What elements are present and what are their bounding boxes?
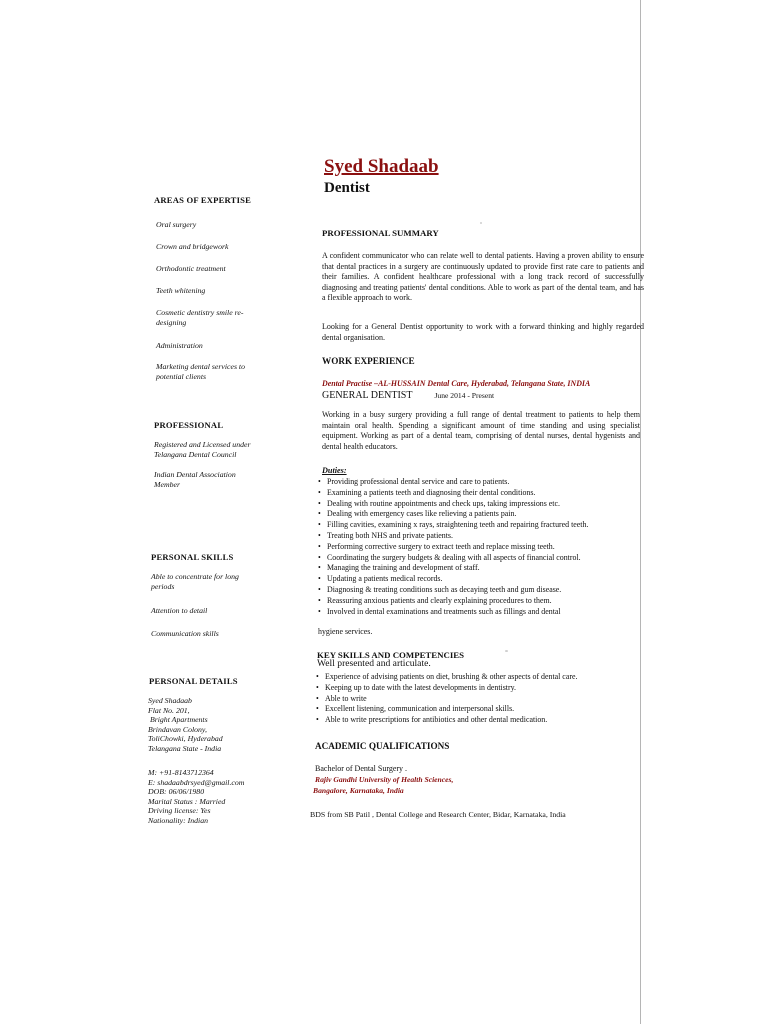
summary-text: A confident communicator who can relate well to dental patients. Having a proven ability to ensure that dental practices in a surgery are continuously updated to provide first rate care to patients and their families. A confident healthcare professional with a long track record of successfully diagnosing and treating patients' dental conditions. Able to work as part of the dental team, and has a flexible approach to work. [322,251,644,303]
expertise-item: Oral surgery [156,220,197,229]
driving-license: Driving license: Yes [148,806,211,816]
expertise-item: Teeth whitening [156,286,206,295]
address-line: Bright Apartments [148,715,208,725]
personal-skill-item: Able to concentrate for long periods [151,572,239,591]
address-line: Brindavan Colony, [148,724,207,734]
email: E: shadaabdrsyed@gmail.com [148,777,245,787]
scan-speck [505,650,508,652]
expertise-item: Cosmetic dentistry smile re-designing [156,308,244,327]
address-line: Telangana State - India [148,743,222,753]
duty-item: • Treating both NHS and private patients. [318,531,648,542]
job-title: Dentist [324,180,370,196]
role-description: Working in a busy surgery providing a full range of dental treatment to patients to help them maintain oral health. Spending a significant amount of time standing and using specialist equipment. Working as part of a dental team, comprising of dental nurses, dental hygenists and dental health educators. [322,410,640,451]
dob: DOB: 06/06/1980 [148,787,205,797]
expertise-item: Administration [156,341,203,350]
summary-heading: PROFESSIONAL SUMMARY [322,228,439,238]
expertise-heading: AREAS OF EXPERTISE [154,195,252,205]
summary-objective: Looking for a General Dentist opportunity to work with a forward thinking and highly regarded dental organisation. [322,322,644,342]
skills-subtitle: Well presented and articulate. [317,658,431,669]
degree: Bachelor of Dental Surgery . [315,764,408,773]
duty-item: • Dealing with emergency cases like relieving a patients pain. [318,509,648,520]
experience-heading: WORK EXPERIENCE [322,356,415,366]
duty-item: • Providing professional dental service and care to patients. [318,477,648,488]
university: Rajiv Gandhi University of Health Sciences, [315,775,454,784]
role-line [322,390,494,401]
duty-item: • Filling cavities, examining x rays, straightening teeth and repairing fractured teeth. [318,520,648,531]
duties-heading: Duties: [322,466,347,475]
skill-item: • Keeping up to date with the latest developments in dentistry. [316,683,646,694]
address-line: Flat No. 201, [148,705,190,715]
address-block [148,696,278,754]
phone: M: +91-8143712364 [148,768,214,777]
personal-skill-item: Attention to detail [151,606,208,615]
marital-status: Marital Status : Married [148,796,226,806]
personal-details-heading: PERSONAL DETAILS [149,676,238,686]
duty-item: • Involved in dental examinations and treatments such as fillings and dental [318,607,648,618]
professional-item: Registered and Licensed under Telangana Dental Council [154,440,251,459]
contact-block [148,768,288,826]
duty-item: • Managing the training and development of staff. [318,563,648,574]
skill-item: • Excellent listening, communication and interpersonal skills. [316,704,646,715]
duty-item: • Dealing with routine appointments and check ups, taking impressions etc. [318,499,648,510]
skills-list [316,672,646,726]
skill-item: • Able to write [316,694,646,705]
professional-item: Indian Dental Association Member [154,470,236,489]
expertise-item: Orthodontic treatment [156,264,226,273]
scan-speck [480,222,482,224]
skill-item: • Able to write prescriptions for antibiotics and other dental medication. [316,715,646,726]
duty-item: • Performing corrective surgery to extract teeth and replace missing teeth. [318,542,648,553]
duty-continuation: hygiene services. [318,627,373,636]
employer: Dental Practise –AL-HUSSAIN Dental Care, Hyderabad, Telangana State, INDIA [322,379,591,388]
personal-skills-heading: PERSONAL SKILLS [151,552,234,562]
academic-heading: ACADEMIC QUALIFICATIONS [315,741,450,751]
skills-heading: KEY SKILLS AND COMPETENCIES [317,650,465,660]
duty-item: • Examining a patients teeth and diagnosing their dental conditions. [318,488,648,499]
university-location: Bangalore, Karnataka, India [313,786,404,795]
duty-item: • Coordinating the surgery budgets & dealing with all aspects of financial control. [318,553,648,564]
duty-item: • Diagnosing & treating conditions such as decaying teeth and gum disease. [318,585,648,596]
role-dates: June 2014 - Present [434,391,495,400]
bds-detail: BDS from SB Patil , Dental College and Research Center, Bidar, Karnataka, India [310,810,566,819]
professional-heading: PROFESSIONAL [154,420,224,430]
duties-list [318,477,648,617]
address-line: ToliChowki, Hyderabad [148,734,223,744]
candidate-name: Syed Shadaab [324,156,439,177]
address-line: Syed Shadaab [148,696,192,705]
duty-item: • Reassuring anxious patients and clearly explaining procedures to them. [318,596,648,607]
expertise-item: Crown and bridgework [156,242,229,251]
skill-item: • Experience of advising patients on diet, brushing & other aspects of dental care. [316,672,646,683]
role-title: GENERAL DENTIST [322,390,413,401]
duty-item: • Updating a patients medical records. [318,574,648,585]
personal-skill-item: Communication skills [151,629,219,638]
expertise-item: Marketing dental services to potential clients [156,362,245,381]
nationality: Nationality: Indian [148,815,208,825]
